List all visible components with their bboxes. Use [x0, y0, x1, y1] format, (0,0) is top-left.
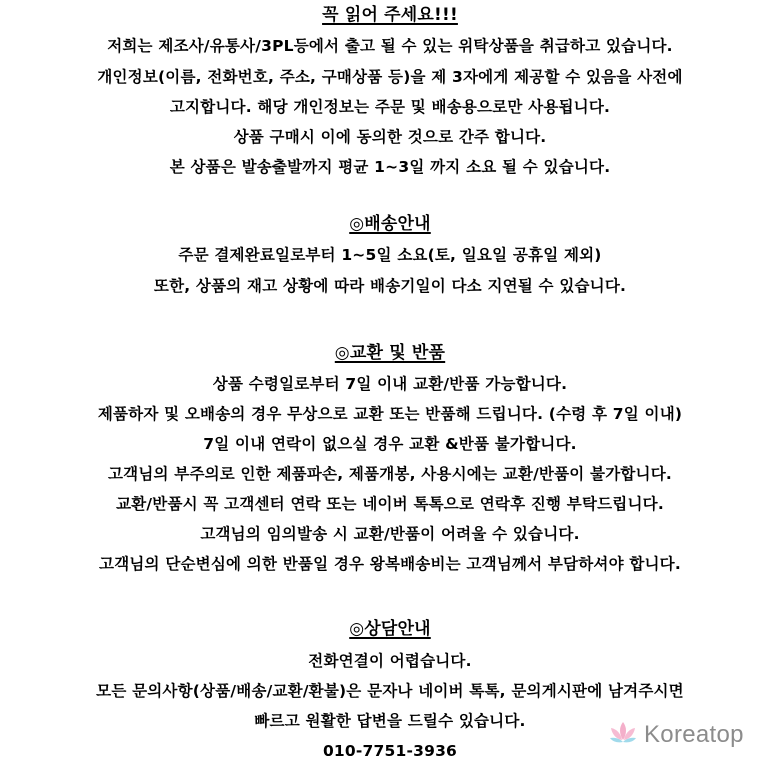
returns-line: 교환/반품시 꼭 고객센터 연락 또는 네이버 톡톡으로 연락후 진행 부탁드립니다. [116, 495, 664, 513]
consult-line: 빠르고 원활한 답변을 드릴수 있습니다. [254, 712, 526, 730]
returns-line: 7일 이내 연락이 없으실 경우 교환 &반품 불가합니다. [203, 435, 577, 453]
notice-line: 본 상품은 발송출발까지 평균 1~3일 까지 소요 될 수 있습니다. [169, 158, 611, 176]
returns-line: 고객님의 부주의로 인한 제품파손, 제품개봉, 사용시에는 교환/반품이 불가합니다. [107, 465, 672, 483]
shipping-line: 또한, 상품의 재고 상황에 따라 배송기일이 다소 지연될 수 있습니다. [153, 277, 627, 295]
koreatop-watermark [608, 718, 744, 752]
notice-line: 고지합니다. 해당 개인정보는 주문 및 배송용으로만 사용됩니다. [169, 98, 611, 116]
shipping-heading: ◎배송안내 [349, 214, 431, 234]
notice-title: 꼭 읽어 주세요!!! [322, 5, 458, 25]
shipping-line: 주문 결제완료일로부터 1~5일 소요(토, 일요일 공휴일 제외) [178, 246, 602, 264]
returns-line: 고객님의 단순변심에 의한 반품일 경우 왕복배송비는 고객님께서 부담하셔야 합니다. [99, 555, 681, 573]
phone-number: 010-7751-3936 [322, 742, 458, 760]
lotus-icon [608, 720, 638, 750]
watermark-text: Koreatop [644, 721, 744, 748]
returns-line: 고객님의 임의발송 시 교환/반품이 어려울 수 있습니다. [200, 525, 580, 543]
consult-heading: ◎상담안내 [349, 619, 431, 639]
notice-line: 상품 구매시 이에 동의한 것으로 간주 합니다. [233, 128, 547, 146]
returns-line: 제품하자 및 오배송의 경우 무상으로 교환 또는 반품해 드립니다. (수령 후 7일 이내) [97, 405, 683, 423]
returns-line: 상품 수령일로부터 7일 이내 교환/반품 가능합니다. [212, 375, 568, 393]
consult-line: 전화연결이 어렵습니다. [308, 652, 472, 670]
notice-line: 개인정보(이름, 전화번호, 주소, 구매상품 등)을 제 3자에게 제공할 수 있음을 사전에 [97, 68, 683, 86]
consult-line: 모든 문의사항(상품/배송/교환/환불)은 문자나 네이버 톡톡, 문의게시판에 남겨주시면 [96, 682, 684, 700]
returns-heading: ◎교환 및 반품 [334, 343, 446, 363]
notice-line: 저희는 제조사/유통사/3PL등에서 출고 될 수 있는 위탁상품을 취급하고 있습니다. [107, 37, 673, 55]
